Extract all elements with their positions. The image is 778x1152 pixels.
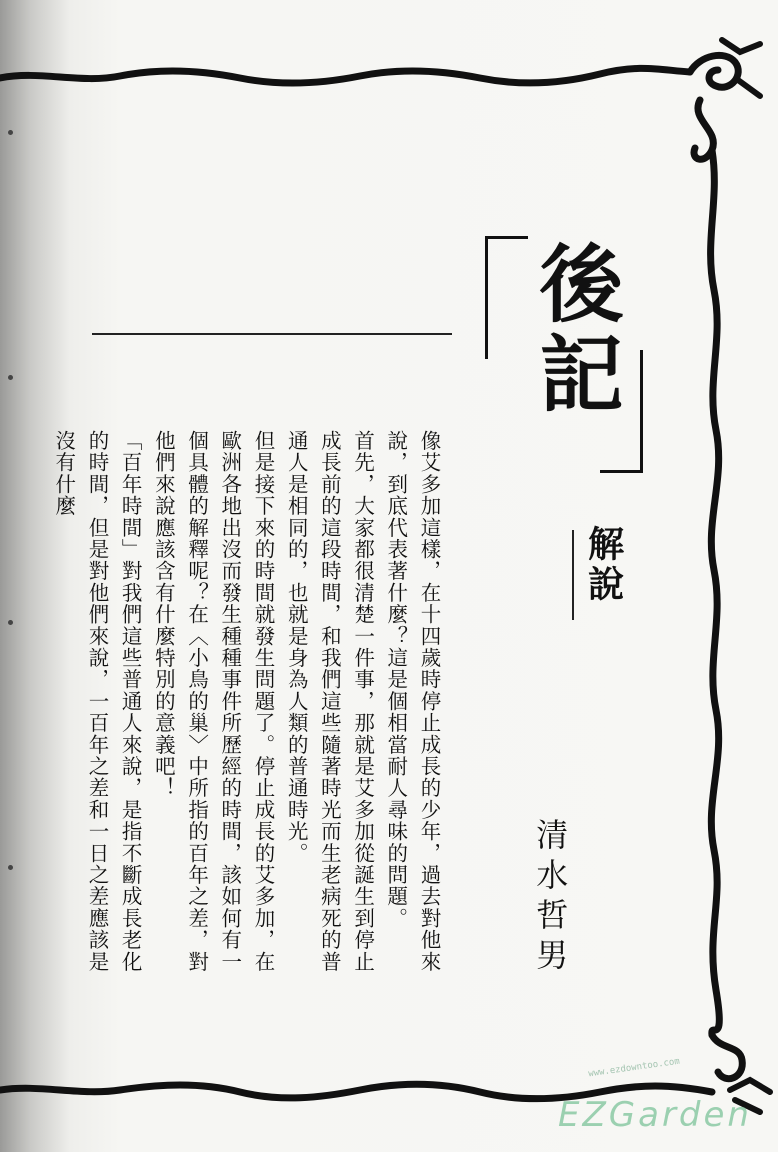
watermark-url: www.ezdowntoo.com — [587, 1056, 681, 1080]
section-label: 解說 — [582, 525, 625, 605]
body-text — [51, 430, 445, 990]
divider-line — [92, 333, 452, 335]
page-title: 後記 — [526, 240, 624, 420]
author-name: 清水哲男 — [531, 818, 570, 978]
watermark-text: EZGarden — [558, 1095, 752, 1135]
paragraph: 像艾多加這樣，在十四歲時停止成長的少年，過去對他來說，到底代表著什麼？這是個相當耐人尋味的問題。 — [383, 430, 441, 973]
paragraph: 首先，大家都很清楚一件事，那就是艾多加從誕生到停止成長前的這段時間，和我們這些隨著時光而生老病死的普通人是相同的，也就是身為人類的普通時光。 — [284, 430, 375, 973]
watermark — [548, 1055, 778, 1150]
paragraph: 「百年時間」對我們這些普通人來說，是指不斷成長老化的時間，但是對他們來說，一百年之差和一日之差應該是沒有什麼 — [51, 430, 143, 973]
section-marker-line — [572, 530, 574, 620]
paragraph: 但是接下來的時間就發生問題了。停止成長的艾多加，在歐洲各地出沒而發生種種事件所歷經的時間，該如何有一個具體的解釋呢？在〈小鳥的巢〉中所指的百年之差，對他們來說應該含有什麼特別的意義吧！ — [151, 430, 275, 973]
